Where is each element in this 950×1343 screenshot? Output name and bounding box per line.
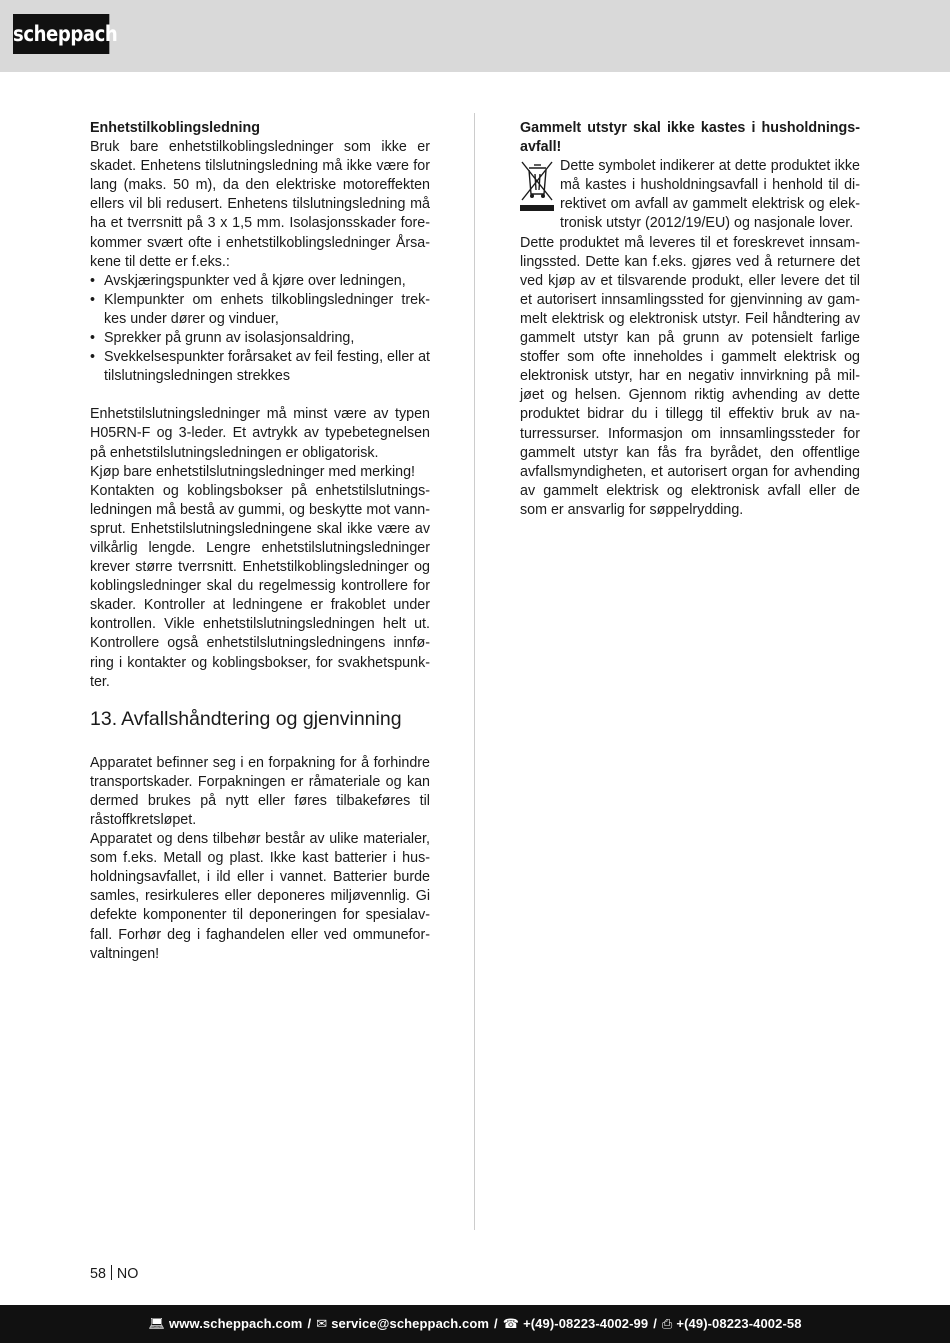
column-divider <box>474 113 475 1230</box>
phone-number: +(49)-08223-4002-99 <box>523 1316 649 1331</box>
subheading-disposal: Gammelt utstyr skal ikke kastes i husholdningsavfall! <box>520 120 860 156</box>
contact-footer <box>0 1305 950 1343</box>
left-column <box>90 119 430 964</box>
separator: / <box>653 1316 657 1331</box>
header-band <box>0 0 950 72</box>
paragraph: Bruk bare enhetstilkoblingsledninger som ikke er skadet. Enhetens tilslutningsledning må ikke være for lang (maks. 50 m), da den elektriske motoreffekten ellers vil bli redusert. Enhetens tilslutningsledning må ha et tverrsnitt på 3 x 1,5 mm. Isolasjonsskader forekommer svært ofte i enhetstilkoblingsledninger Årsakene til dette er f.eks.: <box>90 139 430 270</box>
weee-notice <box>520 157 860 233</box>
page-number <box>90 1265 138 1283</box>
bullet-list <box>90 272 430 387</box>
fax-icon: ⎙ <box>661 1316 673 1331</box>
paragraph: Apparatet og dens tilbehør består av ulike materialer, som f.eks. Metall og plast. Ikke kast batterier i husholdningsavfallet, i ild eller i vannet. Batterier burde samles, resirkuleres eller deponeres miljøvennlig. Gi defekte komponenter til deponeringen for spesialavfall. Forhør deg i faghandelen eller ved ommuneforvaltningen! <box>90 831 430 962</box>
envelope-icon: ✉︎ <box>316 1316 328 1331</box>
paragraph: Enhetstilslutningsledninger må minst være av typen H05RN-F og 3-leder. Et avtrykk av typebetegnelsen på enhetstilslutningsledningen er obligatorisk. <box>90 406 430 461</box>
paragraph: Dette symbolet indikerer at dette produktet ikke må kastes i husholdningsavfall i henhold til direktivet om avfall av gammelt elektrisk og elektronisk utstyr (2012/19/EU) og nasjonale lover. <box>560 158 860 232</box>
crossed-out-wheelie-bin-icon <box>520 160 554 214</box>
bullet-item: • Svekkelsespunkter forårsaket av feil festing, eller at tilslutningsledningen strekkes <box>90 348 430 386</box>
paragraph: Kjøp bare enhetstilslutningsledninger med merking! <box>90 463 416 480</box>
brand-logo: scheppach <box>13 14 109 54</box>
language-code: NO <box>116 1266 139 1282</box>
bullet-item: • Avskjæringspunkter ved å kjøre over ledningen, <box>90 272 430 291</box>
website-link[interactable]: www.scheppach.com <box>169 1316 303 1331</box>
section-heading <box>90 706 430 732</box>
laptop-icon: 💻︎ <box>148 1316 166 1331</box>
paragraph: Kontakten og koblingsbokser på enhetstilslutningsledningen må bestå av gummi, og beskytte mot vannsprut. Enhetstilslutningsledningene skal ikke være av vilkårlig lengde. Lengre enhetstilslutningsledninger krever større tverrsnitt. Enhetstilkoblingsledninger og koblingsledninger skal du regelmessig kontrollere for skader. Kontroller at ledningene er frakoblet under kontrollen. Vikle enhetstilslutningsledningen helt ut. Kontrollere også enhetstilslutningsledningens innføring i kontakter og koblingsbokser, for svakhetspunkter. <box>90 482 430 690</box>
bullet-item: • Klempunkter om enhets tilkoblingsledninger trekkes under dører og vinduer, <box>90 291 430 329</box>
separator: / <box>494 1316 498 1331</box>
bullet-item: • Sprekker på grunn av isolasjonsaldring, <box>90 329 430 348</box>
separator: / <box>307 1316 312 1331</box>
paragraph: Dette produktet må leveres til et foreskrevet innsamlingssted. Dette kan f.eks. gjøres ved å returnere det ved kjøp av et tilsvarende produkt, eller levere det til et autorisert innsamlingssted for gjenvinning av gammelt elektrisk og elektronisk utstyr. Feil håndtering av gammelt utstyr kan på grunn av potensielt farlige stoffer som ofte inneholdes i gammelt elektrisk og elektronisk utstyr, har en negativ innvirkning på miljøet og helsen. Gjennom riktig avhending av dette produktet bidrar du i tillegg til effektiv bruk av naturressurser. Informasjon om innsamlingssteder for gammelt utstyr kan fås fra byrådet, den offentlige avfallsmyndigheten, et autorisert organ for avhending av gammelt elektrisk og elektronisk avfall eller de som er ansvarlig for søppelrydding. <box>520 234 860 518</box>
page-separator <box>111 1265 112 1280</box>
telephone-icon: ☎︎ <box>502 1316 520 1331</box>
subheading-connection-cable: Enhetstilkoblingsledning <box>90 120 260 136</box>
section-title: Avfallshåndtering og gjenvinning <box>121 707 402 730</box>
right-column <box>520 119 860 520</box>
section-number: 13. <box>90 707 118 730</box>
fax-number: +(49)-08223-4002-58 <box>676 1316 802 1331</box>
email-link[interactable]: service@scheppach.com <box>331 1316 490 1331</box>
paragraph: Apparatet befinner seg i en forpakning for å forhindre transportskader. Forpakningen er råmateriale og kan dermed brukes på nytt eller føres tilbakeføres til råstoffkretsløpet. <box>90 754 430 828</box>
page-number-value: 58 <box>90 1266 106 1282</box>
